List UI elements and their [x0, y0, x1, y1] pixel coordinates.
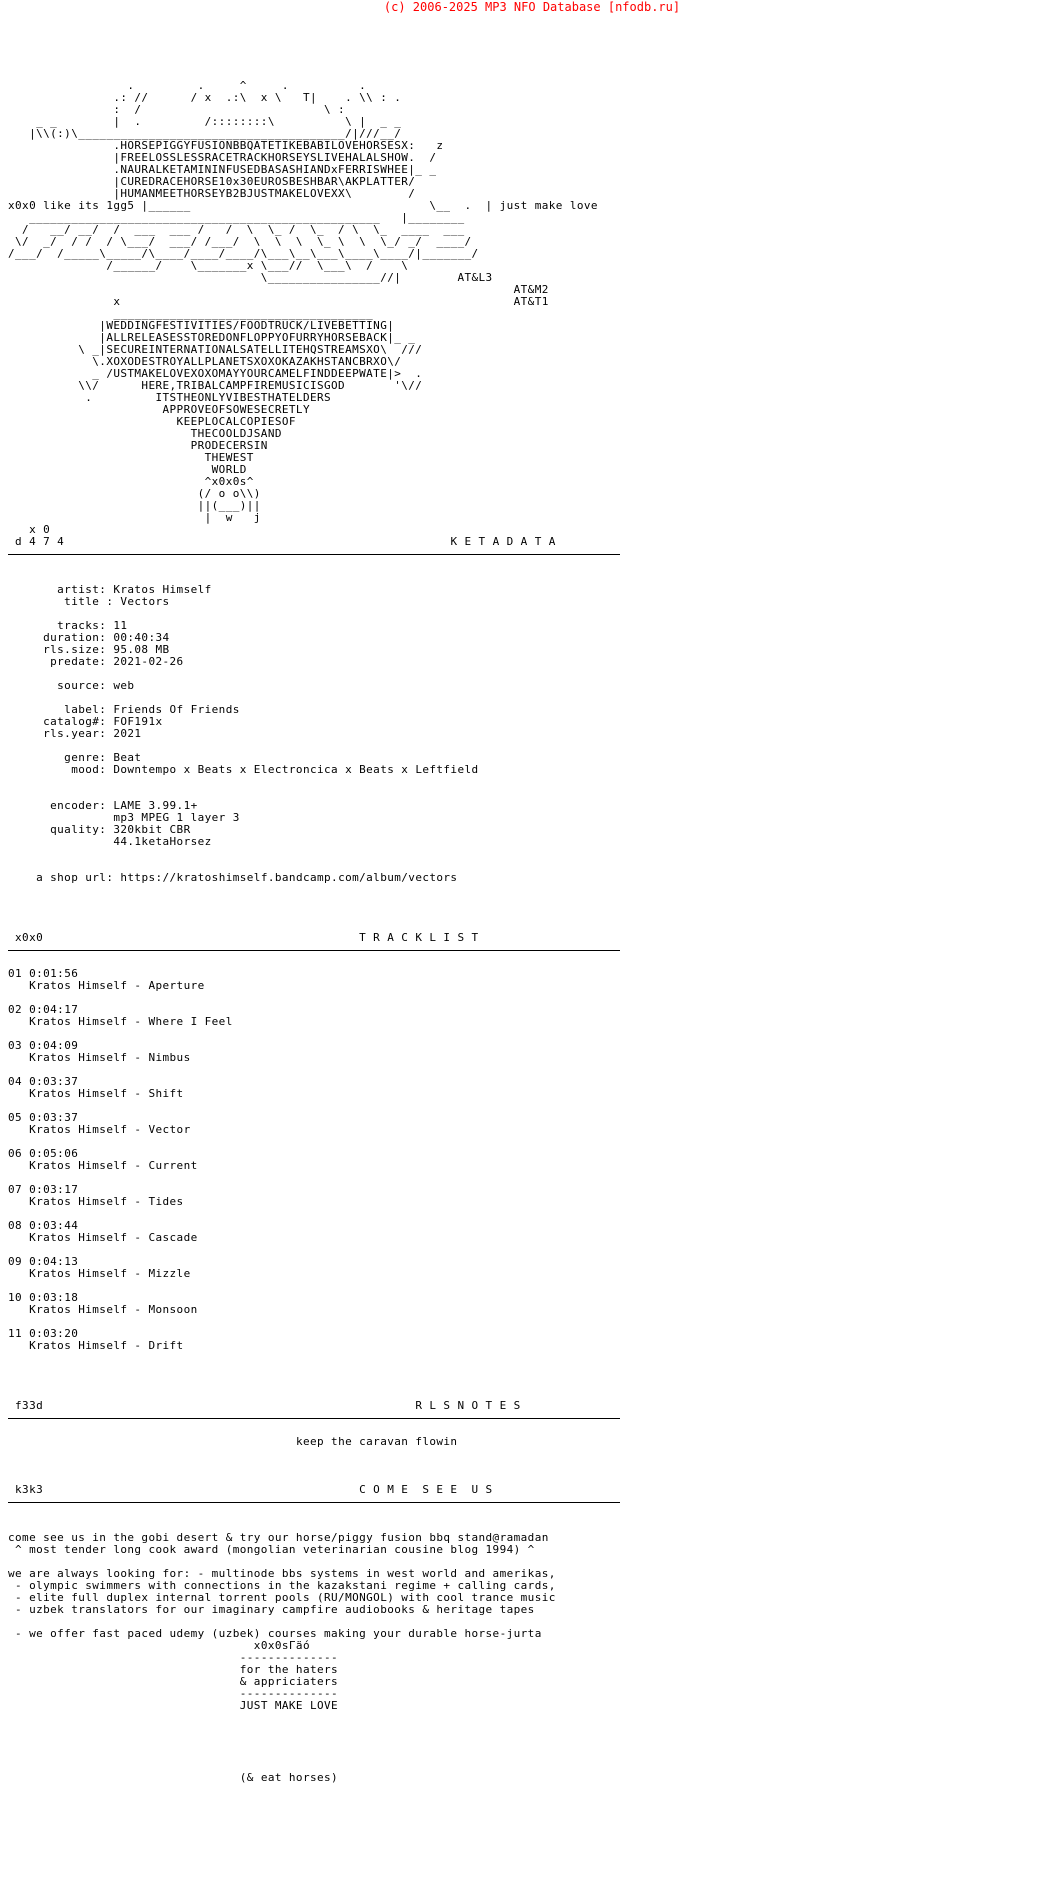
meta-quality-2: 44.1ketaHorsez: [113, 835, 212, 848]
track-item: [8, 1075, 184, 1100]
track-number: 08: [8, 1219, 23, 1232]
track-item: [8, 1183, 184, 1208]
track-number: 03: [8, 1039, 23, 1052]
track-number: 10: [8, 1291, 23, 1304]
track-duration: 0:04:13: [29, 1255, 79, 1268]
track-title: Kratos Himself - Cascade: [29, 1231, 198, 1244]
meta-encoder-2: mp3 MPEG 1 layer 3: [113, 811, 240, 824]
track-number: 04: [8, 1075, 23, 1088]
eat-horses: (& eat horses): [239, 1771, 339, 1784]
track-title: Kratos Himself - Vector: [29, 1123, 191, 1136]
meta-tracks: 11: [113, 619, 128, 632]
track-title: Kratos Himself - Nimbus: [29, 1051, 191, 1064]
track-number: 02: [8, 1003, 23, 1016]
meta-artist: Kratos Himself: [113, 583, 212, 596]
track-title: Kratos Himself - Monsoon: [29, 1303, 198, 1316]
track-item: [8, 1219, 198, 1244]
track-item: [8, 1111, 191, 1136]
copyright-text: (c) 2006-2025 MP3 NFO Database [: [383, 0, 616, 14]
track-item: [8, 1255, 191, 1280]
copyright-close: ]: [672, 0, 681, 14]
section-tag-notes: R L S N O T E S: [415, 1399, 521, 1412]
contact-line-6: - uzbek translators for our imaginary campfire audiobooks & heritage tapes: [8, 1603, 535, 1616]
meta-encoder: LAME 3.99.1+: [113, 799, 198, 812]
track-duration: 0:03:37: [29, 1111, 79, 1124]
track-item: [8, 967, 205, 992]
track-number: 05: [8, 1111, 23, 1124]
site-link[interactable]: nfodb.ru: [615, 0, 673, 14]
divider: [8, 950, 620, 951]
meta-mood: Downtempo x Beats x Electroncica x Beats x Leftfield: [113, 763, 479, 776]
meta-predate: 2021-02-26: [113, 655, 184, 668]
track-duration: 0:03:17: [29, 1183, 79, 1196]
divider: [8, 554, 620, 555]
meta-source: web: [113, 679, 135, 692]
rule-1: --------------: [239, 1651, 339, 1664]
at-m2: AT&M2: [513, 283, 549, 296]
shop-url[interactable]: https://kratoshimself.bandcamp.com/album/vectors: [120, 871, 458, 884]
track-title: Kratos Himself - Aperture: [29, 979, 205, 992]
meta-rls-year: 2021: [113, 727, 142, 740]
section-tag-contact: C O M E S E E U S: [359, 1483, 493, 1496]
tracklist: [8, 967, 233, 1352]
track-duration: 0:03:18: [29, 1291, 79, 1304]
track-duration: 0:05:06: [29, 1147, 79, 1160]
track-item: [8, 1291, 198, 1316]
track-title: Kratos Himself - Where I Feel: [29, 1015, 233, 1028]
track-number: 09: [8, 1255, 23, 1268]
track-item: [8, 1039, 191, 1064]
meta-genre: Beat: [113, 751, 142, 764]
contact-line-2: ^ most tender long cook award (mongolian veterinarian cousine blog 1994) ^: [8, 1543, 535, 1556]
track-number: 07: [8, 1183, 23, 1196]
side-left-text: x0x0 like its 1gg5: [8, 199, 135, 212]
track-number: 06: [8, 1147, 23, 1160]
side-right-text: just make love: [499, 199, 598, 212]
divider: [8, 1502, 620, 1503]
divider: [8, 1418, 620, 1419]
track-title: Kratos Himself - Mizzle: [29, 1267, 191, 1280]
track-duration: 0:03:37: [29, 1075, 79, 1088]
rule-2: --------------: [239, 1687, 339, 1700]
cross-mark: x: [113, 295, 121, 308]
track-number: 01: [8, 967, 23, 980]
track-duration: 0:04:17: [29, 1003, 79, 1016]
contact-line-3: we are always looking for: - multinode bbs systems in west world and amerikas,: [8, 1567, 556, 1580]
track-number: 11: [8, 1327, 23, 1340]
meta-title: Vectors: [120, 595, 170, 608]
track-title: Kratos Himself - Current: [29, 1159, 198, 1172]
track-item: [8, 1327, 184, 1352]
page-header: [0, 0, 1064, 14]
nfo-document: . . ^ . . .: // / x .:\ x \ T| . \\ : . : / \ : _ _ | . /::::::::\ \ | _ _ |\\(:)\______________________________________/|///__/ .HORSEPIGGYFUSIONBBQATETIKEBABILOVEHORSESX: z |FREELOSSLESSRACETRACKHORSEYSLIVEHALALSHOW. / .NAURALKETAMININFUSEDBASASHIANDxFERRISWHEE|_ _ |CUREDRACEHORSE10x30EUROSBESHBAR\AKPLATTER/ |HUMANMEETHORSEYB2BJUSTMAKELOVEXX\ / x0x0 like its 1gg5 |______ \__ . | just make love __________________________________________________ |________ / __/ __/ / ___ ___ / / \ \_ / \_ / \ \_ ____ ___ \/ _/ / / / \___/ ___/ /___/ \ \ \ \_ \ \ \_/ _/ ____/ /___/ /_____\_____/\____/____/____/\___\__\___\____\____/|_______/ /______/ \_______x \___// \___\ / \ \________________//| AT&L3 AT&M2 x AT&T1 _____________________________________ |WEDDINGFESTIVITIES/FOODTRUCK/LIVEBETTING| |ALLRELEASESSTOREDONFLOPPYOFURRYHORSEBACK|_ _ \ _|SECUREINTERNATIONALSATELLITEHQSTREAMSXO\ /// \.XOXODESTROYALLPLANETSXOXOKAZAKHSTANCBRXO\/ _ /USTMAKELOVEXOXOMAYYOURCAMELFINDDEEPWATE|> . \\/ HERE,TRIBALCAMPFIREMUSICISGOD '\// . ITSTHEONLYVIBESTHATELDERS APPROVEOFSOWESECRETLY KEEPLOCALCOPIESOF THECOOLDJSAND PRODECERSIN THEWEST WORLD ^x0x0s^ (/ o o\\) ||(___)|| | w j x 0 d 4 7 4 K E T A D A T A artist: Kratos Himself title : Vectors tracks: 11 duration: 00:40:34 rls.size: 95.08 MB predate: 2021-02-26 source: web label: Friends Of Friends catalog#: FOF191x rls.year: 2021 genre: Beat mood: Downtempo x Beats x Electroncica x Beats x Leftfield encoder: LAME 3.99.1+ mp3 MPEG 1 layer 3 quality: 320kbit CBR 44.1ketaHorsez a shop url: https://kratoshimself.bandcamp.com/album/vectors x0x0 T R A C K L I S T 01 0:01:56 Kratos Himself - Aperture 02 0:04:17 Kratos Himself - Where I Feel 03 0:04:09 Kratos Himself - Nimbus 04 0:03:37 Kratos Himself - Shift 05 0:03:37 Kratos Himself - Vector 06 0:05:06 Kratos Himself - Current 07 0:03:17 Kratos Himself - Tides 08 0:03:44 Kratos Himself - Cascade 09 0:04:13 Kratos Himself - Mizzle 10 0:03:18 Kratos Himself - Monsoon 11 0:03:20 Kratos Himself - Drift f33d R L S N O T E S keep the caravan flowin k3k3 C O M E S E E U S come see us in the gobi desert & try our horse/piggy fusion bbq stand@ramadan ^ most tender long cook award (mongolian veterinarian cousine blog 1994) ^ we are always looking for: - multinode bbs systems in west world and amerikas, - olympic swimmers with connections in the kazakstani regime + calling cards, - elite full duplex internal torrent pools (RU/MONGOL) with cool trance music - uzbek translators for our imaginary campfire audiobooks & heritage tapes - we offer fast paced udemy (uzbek) courses making your durable horse-jurta x0x0sГäó -------------- for the haters & appriciaters -------------- JUST MAKE LOVE (& eat horses): [8, 80, 620, 1784]
contact-line-1: come see us in the gobi desert & try our horse/piggy fusion bbq stand@ramadan: [8, 1531, 549, 1544]
just-make-love: JUST MAKE LOVE: [239, 1699, 339, 1712]
track-duration: 0:03:44: [29, 1219, 79, 1232]
meta-catalog: FOF191x: [113, 715, 163, 728]
ascii-logo-2: __________________________________________________ |________ / __/ __/ / ___ ___ / / \ \_ / \_ / \ \_ ____ ___ \/ _/ / / / \___/ ___/ /___/ \ \ \ \_ \ \ \_/ _/ ____/ /___/ /_____\_____/\____/____/____/\___\__\___\____\____/|_______/ /______/ \_______x \___// \___\ / \ \________________//|: [8, 211, 479, 284]
section-tag-tracklist: T R A C K L I S T: [359, 931, 479, 944]
haters-line-2: & appriciaters: [239, 1675, 339, 1688]
ascii-block-2: _____________________________________ |WEDDINGFESTIVITIES/FOODTRUCK/LIVEBETTING| |ALLRELEASESSTOREDONFLOPPYOFURRYHORSEBACK|_ _ \ _|SECUREINTERNATIONALSATELLITEHQSTREAMSXO\ /// \.XOXODESTROYALLPLANETSXOXOKAZAKHSTANCBRXO\/ _ /USTMAKELOVEXOXOMAYYOURCAMELFINDDEEPWATE|> . \\/ HERE,TRIBALCAMPFIREMUSICISGOD '\// . ITSTHEONLYVIBESTHATELDERS APPROVEOFSOWESECRETLY KEEPLOCALCOPIESOF THECOOLDJSAND PRODECERSIN THEWEST WORLD ^x0x0s^ (/ o o\\) ||(___)|| | w j: [78, 307, 423, 524]
release-notes: keep the caravan flowin: [295, 1435, 458, 1448]
ascii-logo: . . ^ . . .: // / x .:\ x \ T| . \\ : . : / \ : _ _ | . /::::::::\ \ | _ _ |\\(:)\______________________________________/|///__/ .HORSEPIGGYFUSIONBBQATETIKEBABILOVEHORSESX: z |FREELOSSLESSRACETRACKHORSEYSLIVEHALALSHOW. / .NAURALKETAMININFUSEDBASASHIANDxFERRISWHEE|_ _ |CUREDRACEHORSE10x30EUROSBESHBAR\AKPLATTER/ |HUMANMEETHORSEYB2BJUSTMAKELOVEXX\ /: [29, 79, 444, 200]
track-duration: 0:03:20: [29, 1327, 79, 1340]
contact-line-4: - olympic swimmers with connections in the kazakstani regime + calling cards,: [8, 1579, 556, 1592]
track-duration: 0:01:56: [29, 967, 79, 980]
section-left-tracklist: x0x0: [15, 931, 44, 944]
sig-x: x 0: [8, 523, 51, 536]
section-left-contact: k3k3: [15, 1483, 44, 1496]
track-item: [8, 1147, 198, 1172]
contact-line-5: - elite full duplex internal torrent pools (RU/MONGOL) with cool trance music: [8, 1591, 556, 1604]
track-item: [8, 1003, 233, 1028]
section-tag-metadata: K E T A D A T A: [450, 535, 556, 548]
haters-line-1: for the haters: [239, 1663, 339, 1676]
section-left-notes: f33d: [15, 1399, 44, 1412]
track-title: Kratos Himself - Shift: [29, 1087, 184, 1100]
at-l3: AT&L3: [457, 271, 493, 284]
track-duration: 0:04:09: [29, 1039, 79, 1052]
meta-quality: 320kbit CBR: [113, 823, 191, 836]
at-t1: AT&T1: [513, 295, 549, 308]
meta-label: Friends Of Friends: [113, 703, 240, 716]
signature: x0x0sГäó: [253, 1639, 310, 1652]
sig-d: d 4 7 4: [8, 535, 65, 548]
track-title: Kratos Himself - Drift: [29, 1339, 184, 1352]
track-title: Kratos Himself - Tides: [29, 1195, 184, 1208]
meta-rls-size: 95.08 MB: [113, 643, 170, 656]
meta-duration: 00:40:34: [113, 631, 170, 644]
contact-line-7: - we offer fast paced udemy (uzbek) courses making your durable horse-jurta: [8, 1627, 542, 1640]
